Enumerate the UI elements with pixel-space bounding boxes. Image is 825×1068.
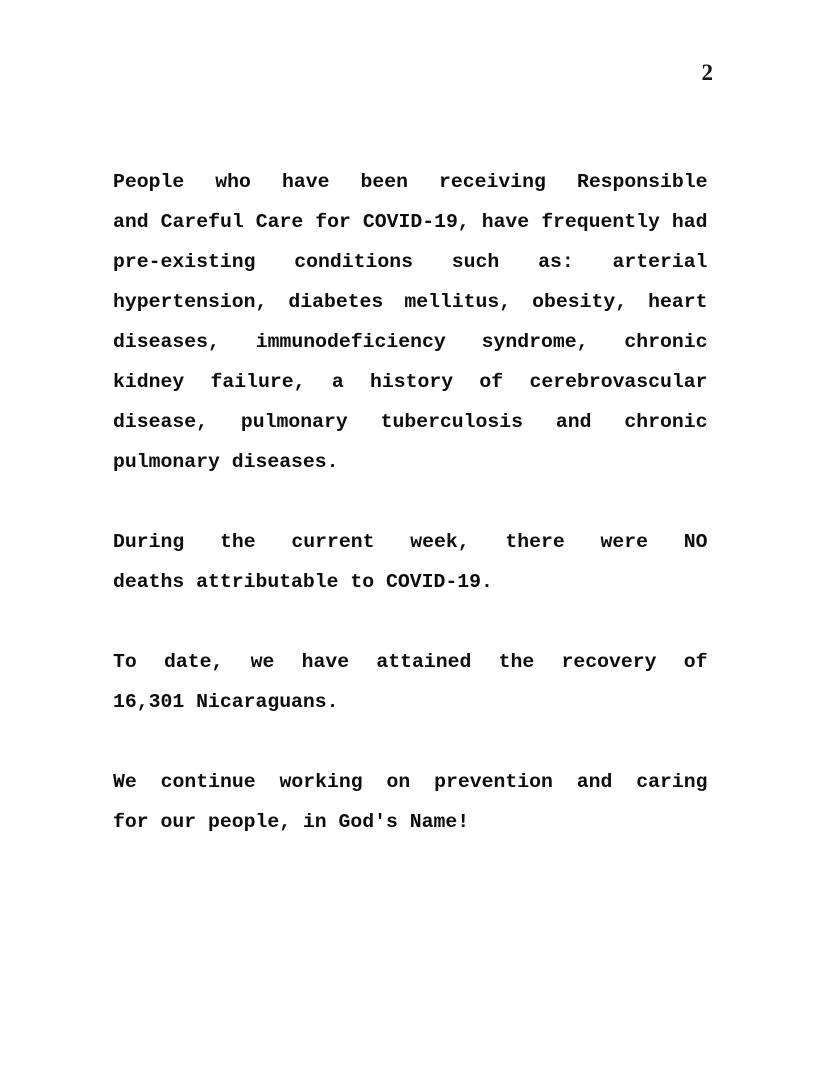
text-line: and Careful Care for COVID-19, have frequently had xyxy=(113,211,708,233)
text-line: During the current week, there were NO xyxy=(113,531,708,553)
text-line: deaths attributable to COVID-19. xyxy=(113,571,493,593)
page-number: 2 xyxy=(701,60,713,85)
document-body xyxy=(113,162,708,842)
text-line: pulmonary diseases. xyxy=(113,451,339,473)
text-line: 16,301 Nicaraguans. xyxy=(113,691,339,713)
text-line: kidney failure, a history of cerebrovascular xyxy=(113,371,708,393)
text-line: hypertension, diabetes mellitus, obesity, heart xyxy=(113,291,708,313)
paragraph-preexisting-conditions xyxy=(113,162,708,482)
text-line: for our people, in God's Name! xyxy=(113,811,470,833)
text-line: diseases, immunodeficiency syndrome, chronic xyxy=(113,331,708,353)
paragraph-recoveries xyxy=(113,642,708,722)
text-line: We continue working on prevention and caring xyxy=(113,771,708,793)
text-line: pre-existing conditions such as: arterial xyxy=(113,251,708,273)
paragraph-no-deaths xyxy=(113,522,708,602)
text-line: To date, we have attained the recovery of xyxy=(113,651,708,673)
text-line: disease, pulmonary tuberculosis and chronic xyxy=(113,411,708,433)
text-line: People who have been receiving Responsible xyxy=(113,171,708,193)
paragraph-closing xyxy=(113,762,708,842)
